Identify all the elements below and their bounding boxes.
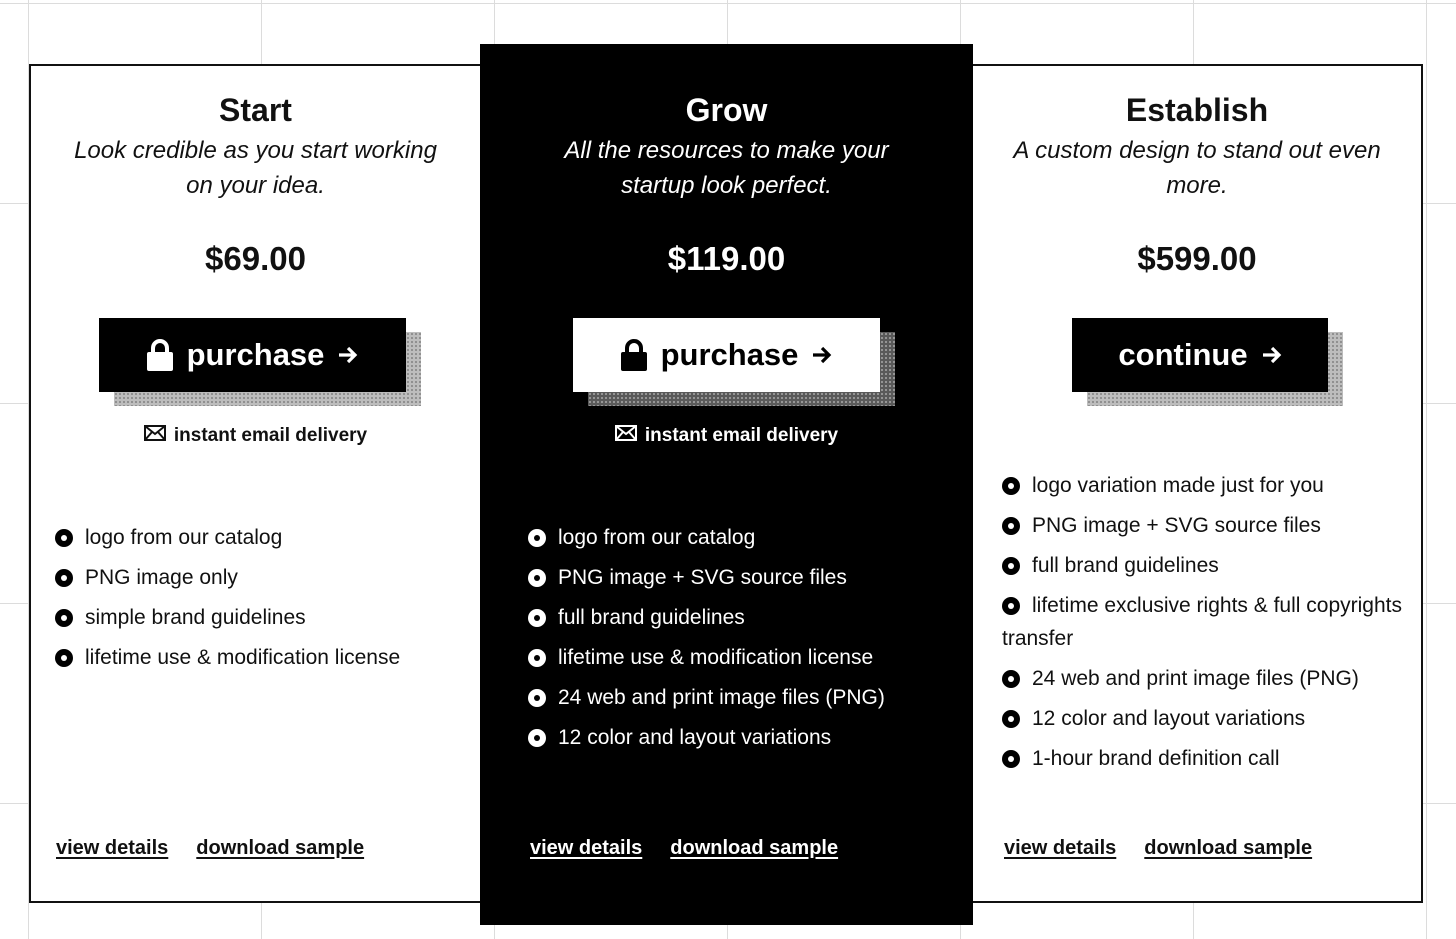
- list-item: logo from our catalog: [55, 521, 475, 554]
- email-delivery-note: [480, 424, 973, 448]
- bullet-icon: [1002, 710, 1020, 728]
- bullet-icon: [1002, 750, 1020, 768]
- lock-icon: [621, 339, 647, 371]
- bullet-icon: [528, 689, 546, 707]
- purchase-button-label: purchase: [186, 337, 325, 372]
- plan-tagline: Look credible as you start working on your idea.: [74, 137, 437, 199]
- download-sample-link[interactable]: download sample: [670, 837, 839, 859]
- list-item: 12 color and layout variations: [528, 721, 968, 754]
- list-item: PNG image + SVG source files: [528, 561, 968, 594]
- list-item: PNG image + SVG source files: [1002, 509, 1412, 542]
- plan-tagline: All the resources to make your startup look perfect.: [564, 137, 889, 199]
- plan-price: $119.00: [667, 240, 786, 277]
- bullet-icon: [528, 609, 546, 627]
- list-item: 12 color and layout variations: [1002, 702, 1412, 735]
- list-item: 1-hour brand definition call: [1002, 742, 1412, 775]
- list-item: logo variation made just for you: [1002, 469, 1412, 502]
- email-delivery-label: instant email delivery: [644, 425, 839, 446]
- arrow-right-icon: [812, 345, 832, 365]
- list-item: lifetime exclusive rights & full copyrights transfer: [1002, 594, 1402, 650]
- bullet-icon: [1002, 477, 1020, 495]
- purchase-button-wrap: [573, 318, 880, 392]
- continue-button-wrap: [1072, 318, 1328, 392]
- download-sample-link[interactable]: download sample: [1144, 837, 1313, 859]
- plan-card-start: [31, 66, 480, 901]
- purchase-button[interactable]: [99, 318, 406, 392]
- lock-icon: [147, 339, 173, 371]
- purchase-button-wrap: [99, 318, 406, 392]
- arrow-right-icon: [338, 345, 358, 365]
- bullet-icon: [1002, 557, 1020, 575]
- bullet-icon: [55, 569, 73, 587]
- plan-title: Start: [219, 92, 292, 128]
- view-details-link[interactable]: view details: [56, 837, 169, 859]
- bullet-icon: [528, 569, 546, 587]
- bullet-icon: [1002, 670, 1020, 688]
- list-item: lifetime use & modification license: [55, 641, 475, 674]
- list-item: full brand guidelines: [1002, 549, 1412, 582]
- bullet-icon: [528, 729, 546, 747]
- plan-tagline: A custom design to stand out even more.: [1013, 137, 1381, 199]
- list-item: simple brand guidelines: [55, 601, 475, 634]
- purchase-button-label: purchase: [660, 337, 799, 372]
- feature-list: [1002, 469, 1412, 782]
- list-item: 24 web and print image files (PNG): [528, 681, 968, 714]
- continue-button[interactable]: [1072, 318, 1328, 392]
- download-sample-link[interactable]: download sample: [196, 837, 365, 859]
- bullet-icon: [55, 649, 73, 667]
- plan-title: Establish: [1125, 92, 1269, 128]
- list-item: 24 web and print image files (PNG): [1002, 662, 1412, 695]
- envelope-icon: [615, 424, 637, 448]
- view-details-link[interactable]: view details: [1004, 837, 1117, 859]
- list-item: lifetime use & modification license: [528, 641, 968, 674]
- list-item: PNG image only: [55, 561, 475, 594]
- email-delivery-label: instant email delivery: [173, 425, 368, 446]
- feature-list: [528, 521, 968, 761]
- plan-title: Grow: [685, 92, 768, 128]
- list-item: full brand guidelines: [528, 601, 968, 634]
- view-details-link[interactable]: view details: [530, 837, 643, 859]
- bullet-icon: [528, 649, 546, 667]
- email-delivery-note: [31, 424, 480, 448]
- plan-links: [530, 835, 838, 861]
- plan-card-grow: [480, 44, 973, 925]
- envelope-icon: [144, 424, 166, 448]
- list-item: logo from our catalog: [528, 521, 968, 554]
- bullet-icon: [55, 609, 73, 627]
- feature-list: [55, 521, 475, 681]
- bullet-icon: [1002, 517, 1020, 535]
- bullet-icon: [55, 529, 73, 547]
- plan-card-establish: [973, 66, 1421, 901]
- plan-price: $599.00: [1137, 240, 1257, 277]
- bullet-icon: [528, 529, 546, 547]
- plan-links: [1004, 835, 1312, 861]
- plan-links: [56, 835, 364, 861]
- bullet-icon: [1002, 597, 1020, 615]
- arrow-right-icon: [1262, 345, 1282, 365]
- purchase-button[interactable]: [573, 318, 880, 392]
- plan-price: $69.00: [205, 240, 306, 277]
- continue-button-label: continue: [1118, 337, 1248, 372]
